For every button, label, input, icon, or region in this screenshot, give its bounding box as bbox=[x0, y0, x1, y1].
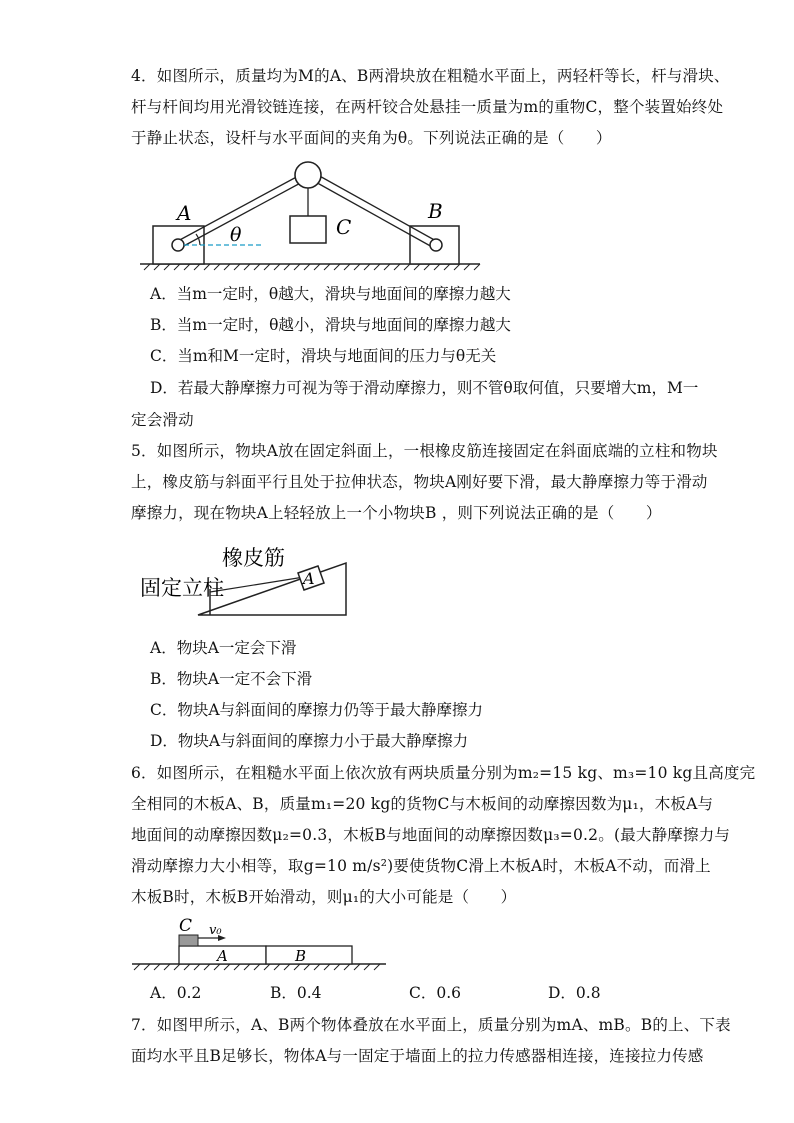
q4-option-d[interactable]: D．若最大静摩擦力可视为等于滑动摩擦力，则不管θ取何值，只要增大m，M一 bbox=[150, 379, 699, 397]
q5-stem-line-1: 5．如图所示，物块A放在固定斜面上，一根橡皮筋连接固定在斜面底端的立柱和物块 bbox=[131, 442, 718, 460]
q7-stem-line-2: 面均水平且B足够长，物体A与一固定于墙面上的拉力传感器相连接，连接拉力传感 bbox=[131, 1047, 704, 1065]
q6-stem-line-1: 6．如图所示，在粗糙水平面上依次放有两块质量分别为m₂=15 kg、m₃=10 kg且高度完 bbox=[131, 764, 756, 782]
q4-figure bbox=[138, 158, 488, 273]
q6-option-a[interactable]: A．0.2 bbox=[150, 984, 202, 1002]
q4-option-c[interactable]: C．当m和M一定时，滑块与地面间的压力与θ无关 bbox=[150, 347, 497, 365]
label-v0: v₀ bbox=[209, 923, 222, 938]
q6-option-b[interactable]: B．0.4 bbox=[270, 984, 322, 1002]
q6-stem-line-3: 地面间的动摩擦因数μ₂=0.3，木板B与地面间的动摩擦因数μ₃=0.2。(最大静摩擦力与 bbox=[131, 826, 731, 844]
label-fixed-post: 固定立柱 bbox=[140, 576, 224, 600]
label-theta: θ bbox=[230, 224, 242, 246]
q5-figure bbox=[138, 543, 353, 618]
q5-stem-line-2: 上，橡皮筋与斜面平行且处于拉伸状态，物块A刚好要下滑，最大静摩擦力等于滑动 bbox=[131, 473, 708, 491]
label-b: B bbox=[295, 947, 307, 965]
board-b bbox=[266, 946, 352, 964]
q6-option-d[interactable]: D．0.8 bbox=[548, 984, 601, 1002]
label-c: C bbox=[179, 916, 193, 936]
label-block-a: A bbox=[303, 569, 315, 588]
q5-option-b[interactable]: B．物块A一定不会下滑 bbox=[150, 670, 313, 688]
q6-figure bbox=[130, 912, 388, 974]
label-c: C bbox=[336, 215, 352, 239]
q7-stem-line-1: 7．如图甲所示，A、B两个物体叠放在水平面上，质量分别为mA、mB。B的上、下表 bbox=[131, 1016, 731, 1034]
q5-stem-line-3: 摩擦力，现在物块A上轻轻放上一个小物块B ，则下列说法正确的是（ ） bbox=[131, 504, 662, 522]
q6-stem-line-4: 滑动摩擦力大小相等，取g=10 m/s²)要使货物C滑上木板A时，木板A不动，而滑上 bbox=[131, 857, 711, 875]
label-rubber-band: 橡皮筋 bbox=[222, 546, 285, 570]
label-a: A bbox=[217, 947, 228, 965]
q6-option-c[interactable]: C．0.6 bbox=[409, 984, 462, 1002]
q5-option-c[interactable]: C．物块A与斜面间的摩擦力仍等于最大静摩擦力 bbox=[150, 701, 484, 719]
q6-stem-line-2: 全相同的木板A、B，质量m₁=20 kg的货物C与木板间的动摩擦因数为μ₁，木板A与 bbox=[131, 795, 714, 813]
q4-option-d-continued: 定会滑动 bbox=[131, 411, 194, 429]
q4-option-a[interactable]: A．当m一定时，θ越大，滑块与地面间的摩擦力越大 bbox=[150, 285, 511, 303]
weight-c bbox=[290, 216, 326, 243]
q4-option-b[interactable]: B．当m一定时，θ越小，滑块与地面间的摩擦力越大 bbox=[150, 316, 511, 334]
q4-stem-line-2: 杆与杆间均用光滑铰链连接，在两杆铰合处悬挂一质量为m的重物C，整个装置始终处 bbox=[131, 98, 724, 116]
q5-option-d[interactable]: D．物块A与斜面间的摩擦力小于最大静摩擦力 bbox=[150, 732, 469, 750]
label-a: A bbox=[177, 201, 192, 225]
q6-stem-line-5: 木板B时，木板B开始滑动，则μ₁的大小可能是（ ） bbox=[131, 888, 517, 906]
top-hinge bbox=[295, 162, 321, 188]
q4-stem-line-1: 4．如图所示，质量均为M的A、B两滑块放在粗糙水平面上，两轻杆等长，杆与滑块、 bbox=[131, 67, 730, 85]
cargo-c bbox=[179, 935, 198, 946]
label-b: B bbox=[428, 199, 443, 223]
q5-option-a[interactable]: A．物块A一定会下滑 bbox=[150, 639, 297, 657]
q4-stem-line-3: 于静止状态，设杆与水平面间的夹角为θ。下列说法正确的是（ ） bbox=[131, 129, 612, 147]
